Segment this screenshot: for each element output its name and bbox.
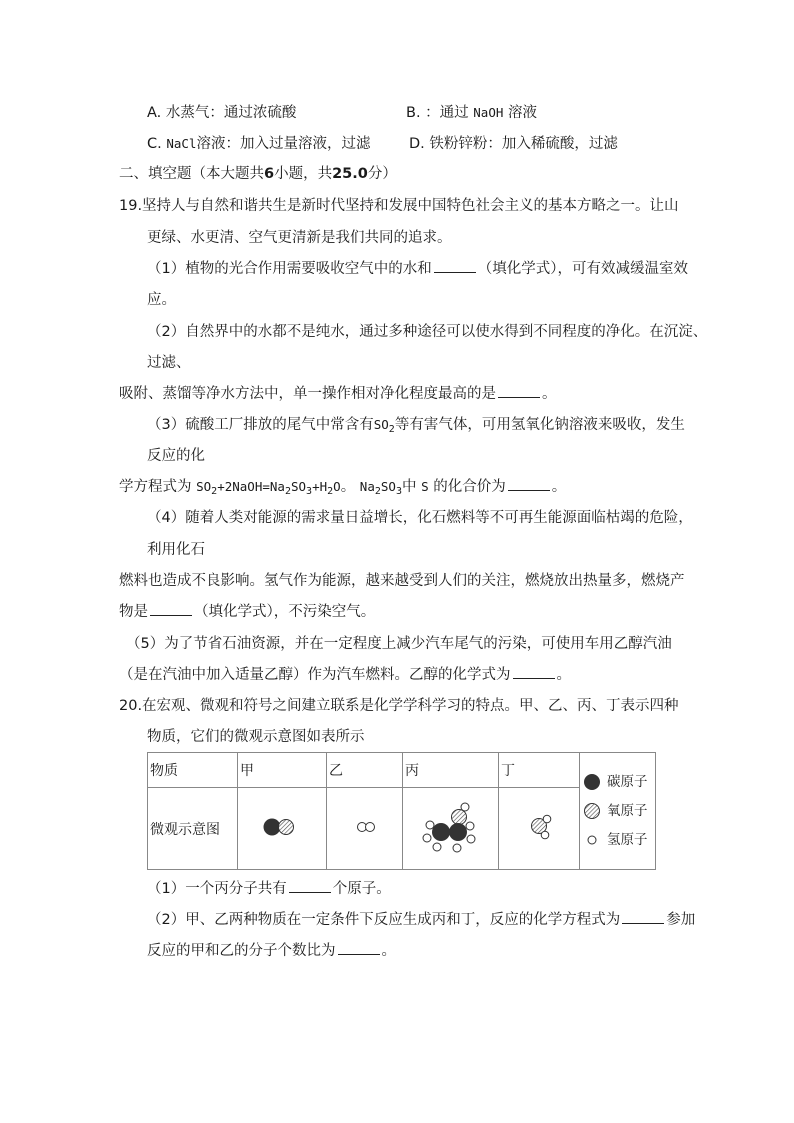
option-c: C. NaCl溶液：加入过量溶液，过滤	[147, 136, 371, 152]
answer-blank	[508, 478, 550, 491]
q20-part1: （1）一个丙分子共有 个原子。	[147, 881, 391, 897]
water-molecule-diagram	[505, 802, 575, 852]
q19-part4-cont2: 燃料也造成不良影响。氢气作为能源，越来越受到人们的关注，燃烧放出热量多，燃烧产	[119, 573, 685, 589]
q19-part4: （4）随着人类对能源的需求量日益增长，化石燃料等不可再生能源面临枯竭的危险，	[147, 510, 693, 526]
legend-oxygen: 氧原子	[583, 797, 655, 826]
co-molecule-diagram	[243, 807, 323, 847]
header-jia: 甲	[238, 753, 327, 788]
legend-carbon: 碳原子	[583, 768, 655, 797]
q19-part1-end: 应。	[147, 292, 176, 308]
answer-blank	[338, 942, 380, 955]
q19-part3-cont: 反应的化	[147, 448, 205, 464]
ethanol-molecule-diagram	[407, 791, 497, 863]
q19-part1: （1）植物的光合作用需要吸收空气中的水和 （填化学式），可有效减缓温室效	[147, 261, 688, 277]
header-substance: 物质	[148, 753, 238, 788]
hydrogen-atom-icon	[583, 831, 601, 849]
row-label: 微观示意图	[148, 788, 238, 870]
option-a: A. 水蒸气：通过浓硫酸	[147, 105, 297, 121]
molecule-yi	[327, 788, 403, 870]
answer-blank	[434, 260, 476, 273]
q20-part2-question: 反应的甲和乙的分子个数比为 。	[147, 943, 396, 959]
q19-part3: （3）硫酸工厂排放的尾气中常含有$SO_2$等有害气体，可用氢氧化钠溶液来吸收，发生	[147, 417, 685, 435]
q19-part2: （2）自然界中的水都不是纯水，通过多种途径可以使水得到不同程度的净化。在沉淀、	[147, 324, 708, 340]
section-heading: 二、填空题（本大题共6小题，共25.0分）	[119, 166, 397, 182]
legend-hydrogen: 氢原子	[583, 826, 655, 855]
answer-blank	[498, 385, 540, 398]
answer-blank	[513, 666, 555, 679]
q19-part2-cont: 过滤、	[147, 355, 191, 371]
q19-part3-equation: 学方程式为 $SO_2+2NaOH=Na_2SO_3+H_2O$。 $Na_2SO_3$中 S 的化合价为 。	[119, 479, 567, 497]
molecule-jia	[238, 788, 327, 870]
q19-stem-line1: 19.坚持人与自然和谐共生是新时代坚持和发展中国特色社会主义的基本方略之一。让山	[119, 198, 679, 214]
legend-cell	[580, 753, 656, 870]
answer-blank	[289, 880, 331, 893]
q19-part5-question: （是在汽油中加入适量乙醇）作为汽车燃料。乙醇的化学式为 。	[119, 667, 571, 683]
q19-part4-cont: 利用化石	[147, 542, 205, 558]
answer-blank	[150, 603, 192, 616]
option-b: B. ：通过 NaOH 溶液	[406, 105, 537, 121]
carbon-atom-icon	[583, 773, 601, 791]
q19-part4-question: 物是 （填化学式），不污染空气。	[119, 604, 376, 620]
q19-stem-line2: 更绿、水更清、空气更清新是我们共同的追求。	[147, 230, 452, 246]
h2-molecule-diagram	[331, 807, 401, 847]
q19-part2-question: 吸附、蒸馏等净水方法中，单一操作相对净化程度最高的是 。	[119, 386, 557, 402]
q20-part2: （2）甲、乙两种物质在一定条件下反应生成丙和丁，反应的化学方程式为 参加	[147, 912, 696, 928]
molecule-bing	[403, 788, 499, 870]
header-yi: 乙	[327, 753, 403, 788]
q19-part5: （5）为了节省石油资源，并在一定程度上减少汽车尾气的污染，可使用车用乙醇汽油	[126, 636, 672, 652]
oxygen-atom-icon	[583, 802, 601, 820]
header-ding: 丁	[499, 753, 580, 788]
header-bing: 丙	[403, 753, 499, 788]
option-d: D. 铁粉锌粉：加入稀硫酸，过滤	[409, 136, 618, 152]
q20-stem-line1: 20.在宏观、微观和符号之间建立联系是化学学科学习的特点。甲、乙、丙、丁表示四种	[119, 698, 679, 714]
answer-blank	[622, 911, 664, 924]
molecule-ding	[499, 788, 580, 870]
molecule-table	[147, 752, 656, 870]
q20-stem-line2: 物质，它们的微观示意图如表所示	[147, 729, 365, 745]
